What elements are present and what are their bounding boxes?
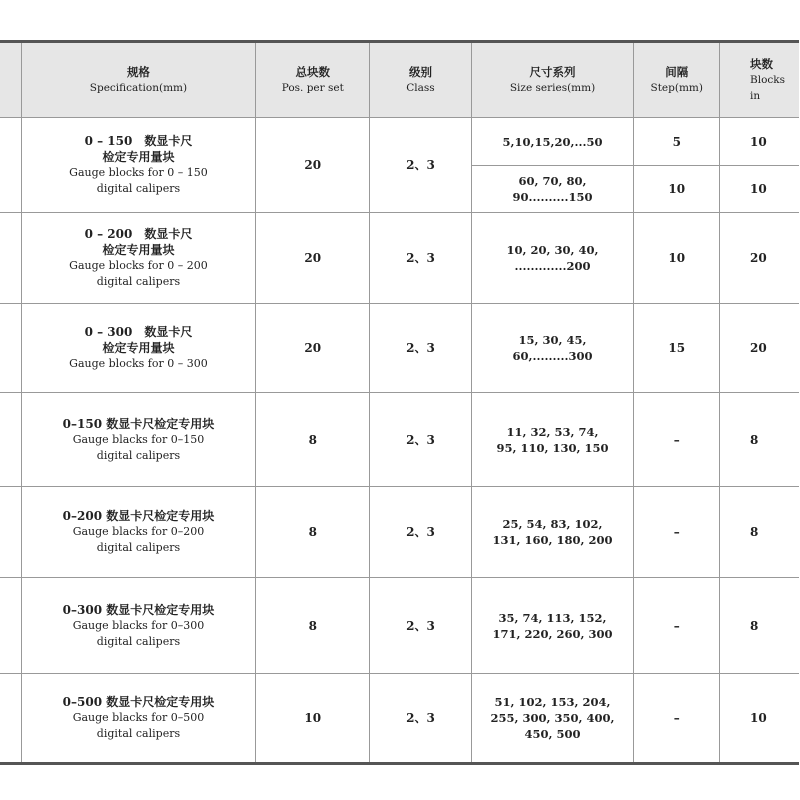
size-cell: 35, 74, 113, 152, 171, 220, 260, 300 [471,578,634,674]
spec-en1: Gauge blocks for 0 – 200 [69,259,208,272]
spec-en2: digital calipers [96,727,181,740]
spec-en2: digital calipers [96,541,181,554]
spec-en2: digital calipers [96,634,181,648]
spec-en2: digital calipers [96,275,181,288]
header-spec-cn: 规格 [126,65,150,79]
blocks-cell: 10 [720,118,799,166]
size-cell: 5,10,15,20,...50 [471,118,634,166]
row-index-cell [0,674,21,764]
pos-cell: 8 [256,578,370,674]
header-step-cn: 间隔 [665,65,689,79]
gauge-block-table [0,40,799,765]
spec-cell [21,487,256,578]
size-cell: 60, 70, 80, 90..........150 [471,166,634,213]
size-cell: 10, 20, 30, 40, .............200 [471,213,634,304]
header-size-en: Size series(mm) [509,82,596,94]
class-cell: 2、3 [370,487,471,578]
blocks-cell: 10 [720,674,799,764]
table-row [0,213,799,304]
spec-cn1: 0–300 数显卡尺检定专用块 [62,602,215,617]
header-pos-en: Pos. per set [281,82,344,94]
header-blank [0,42,21,118]
class-cell: 2、3 [370,674,471,764]
row-index-cell [0,213,21,304]
spec-cn1: 0–500 数显卡尺检定专用块 [62,695,215,709]
class-cell: 2、3 [370,304,471,393]
header-size-cn: 尺寸系列 [529,65,576,79]
header-spec-en: Specification(mm) [89,82,188,94]
row-index-cell [0,118,21,213]
pos-cell: 10 [256,674,370,764]
pos-cell: 20 [256,213,370,304]
spec-cn2: 检定专用量块 [102,150,175,164]
spec-cn1: 0–150 数显卡尺检定专用块 [62,416,215,431]
header-blocks-en: Blocks in [750,74,786,102]
pos-cell: 8 [256,487,370,578]
pos-cell: 20 [256,118,370,213]
header-size [471,42,634,118]
spec-cn2: 检定专用量块 [102,243,175,257]
spec-cell [21,118,256,213]
table-row [0,118,799,166]
blocks-cell: 20 [720,213,799,304]
step-cell: 15 [634,304,720,393]
class-cell: 2、3 [370,118,471,213]
spec-cn2: 检定专用量块 [102,341,175,355]
spec-cn1: 0 – 200 数显卡尺 [84,227,193,241]
header-class-cn: 级别 [408,65,432,79]
row-index-cell [0,578,21,674]
step-cell: – [634,578,720,674]
spec-cell [21,304,256,393]
header-blocks-cn: 块数 [750,57,774,71]
size-cell: 51, 102, 153, 204, 255, 300, 350, 400, 450, 500 [471,674,634,764]
blocks-cell: 10 [720,166,799,213]
step-cell: 10 [634,166,720,213]
class-cell: 2、3 [370,578,471,674]
spec-en1: Gauge blocks for 0 – 150 [69,166,208,179]
spec-cn1: 0 – 150 数显卡尺 [84,134,193,148]
class-cell: 2、3 [370,213,471,304]
blocks-cell: 20 [720,304,799,393]
blocks-cell: 8 [720,578,799,674]
spec-en1: Gauge blocks for 0 – 300 [69,357,208,370]
header-class-en: Class [406,82,435,94]
spec-en1: Gauge blacks for 0–300 [72,618,205,632]
spec-cn1: 0–200 数显卡尺检定专用块 [62,509,215,523]
row-index-cell [0,487,21,578]
table-row [0,304,799,393]
step-cell: – [634,487,720,578]
spec-en2: digital calipers [96,448,181,462]
spec-cell [21,578,256,674]
table-row [0,674,799,764]
spec-en2: digital calipers [96,182,181,195]
pos-cell: 8 [256,393,370,487]
size-cell: 11, 32, 53, 74, 95, 110, 130, 150 [471,393,634,487]
spec-en1: Gauge blacks for 0–150 [72,432,205,446]
spec-cell [21,393,256,487]
header-step-en: Step(mm) [650,82,703,94]
step-cell: 5 [634,118,720,166]
row-index-cell [0,393,21,487]
row-index-cell [0,304,21,393]
size-cell: 25, 54, 83, 102, 131, 160, 180, 200 [471,487,634,578]
spec-en1: Gauge blacks for 0–500 [72,711,205,724]
header-pos [256,42,370,118]
table-row [0,487,799,578]
blocks-cell: 8 [720,393,799,487]
header-row [0,42,799,118]
spec-cn1: 0 – 300 数显卡尺 [84,325,193,339]
header-class [370,42,471,118]
header-pos-cn: 总块数 [295,65,331,79]
pos-cell: 20 [256,304,370,393]
step-cell: – [634,674,720,764]
table-row [0,578,799,674]
spec-en1: Gauge blacks for 0–200 [72,525,205,538]
header-blocks [720,42,799,118]
blocks-cell: 8 [720,487,799,578]
step-cell: – [634,393,720,487]
size-cell: 15, 30, 45, 60,.........300 [471,304,634,393]
header-spec [21,42,256,118]
class-cell: 2、3 [370,393,471,487]
table-row [0,393,799,487]
spec-cell [21,213,256,304]
step-cell: 10 [634,213,720,304]
header-step [634,42,720,118]
spec-cell [21,674,256,764]
